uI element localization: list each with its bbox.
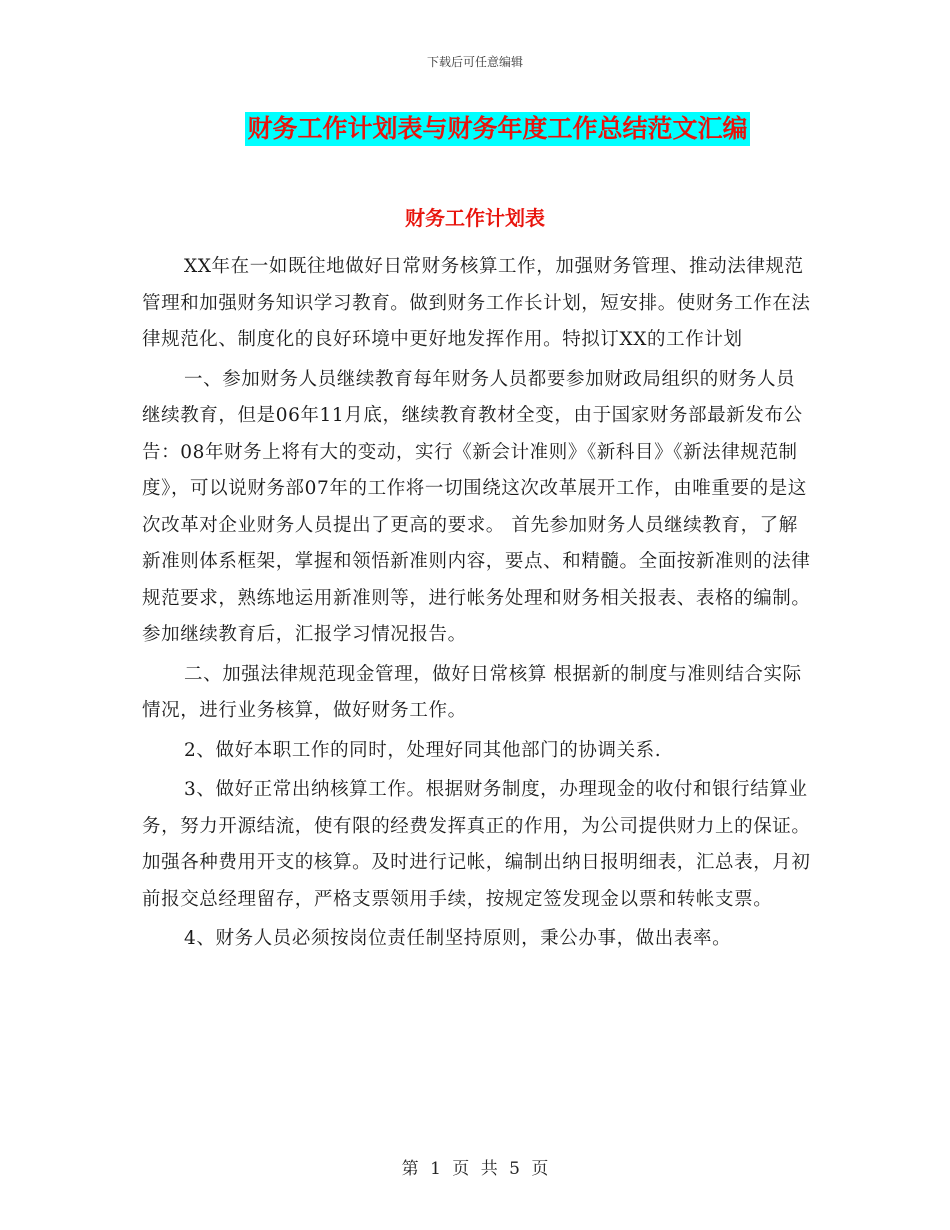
document-title-wrap: [0, 112, 950, 146]
paragraph-item-1: 一、参加财务人员继续教育每年财务人员都要参加财政局组织的财务人员继续教育，但是06年11月底，继续教育教材全变，由于国家财务部最新发布公告：08年财务上将有大的变动，实行《新会计准则》《新科目》《新法律规范制度》，可以说财务部07年的工作将一切围绕这次改革展开工作，由唯重要的是这次改革对企业财务人员提出了更高的要求。 首先参加财务人员继续教育，了解新准则体系框架，掌握和领悟新准则内容，要点、和精髓。全面按新准则的法律规范要求，熟练地运用新准则等，进行帐务处理和财务相关报表、表格的编制。 参加继续教育后，汇报学习情况报告。: [142, 368, 811, 645]
paragraph-item-3: 3、做好正常出纳核算工作。根据财务制度，办理现金的收付和银行结算业务，努力开源结流，使有限的经费发挥真正的作用，为公司提供财力上的保证。加强各种费用开支的核算。及时进行记帐，编制出纳日报明细表，汇总表，月初前报交总经理留存，严格支票领用手续，按规定签发现金以票和转帐支票。: [142, 779, 811, 910]
paragraph-item-4: 4、财务人员必须按岗位责任制坚持原则，秉公办事，做出表率。: [184, 928, 732, 949]
page-footer: 第 1 页 共 5 页: [401, 1159, 549, 1179]
section-title: 财务工作计划表: [405, 206, 545, 230]
document-title: 财务工作计划表与财务年度工作总结范文汇编: [245, 112, 749, 146]
paragraph-item-2: 二、加强法律规范现金管理，做好日常核算 根据新的制度与准则结合实际情况，进行业务核算，做好财务工作。: [142, 663, 802, 721]
header-note: 下载后可任意编辑: [426, 55, 523, 69]
paragraph-item-2-sub: 2、做好本职工作的同时，处理好同其他部门的协调关系.: [184, 739, 662, 761]
paragraph-intro: XX年在一如既往地做好日常财务核算工作，加强财务管理、推动法律规范管理和加强财务知识学习教育。做到财务工作长计划，短安排。使财务工作在法律规范化、制度化的良好环境中更好地发挥作用。特拟订XX的工作计划: [142, 256, 811, 350]
document-body: [142, 249, 814, 958]
